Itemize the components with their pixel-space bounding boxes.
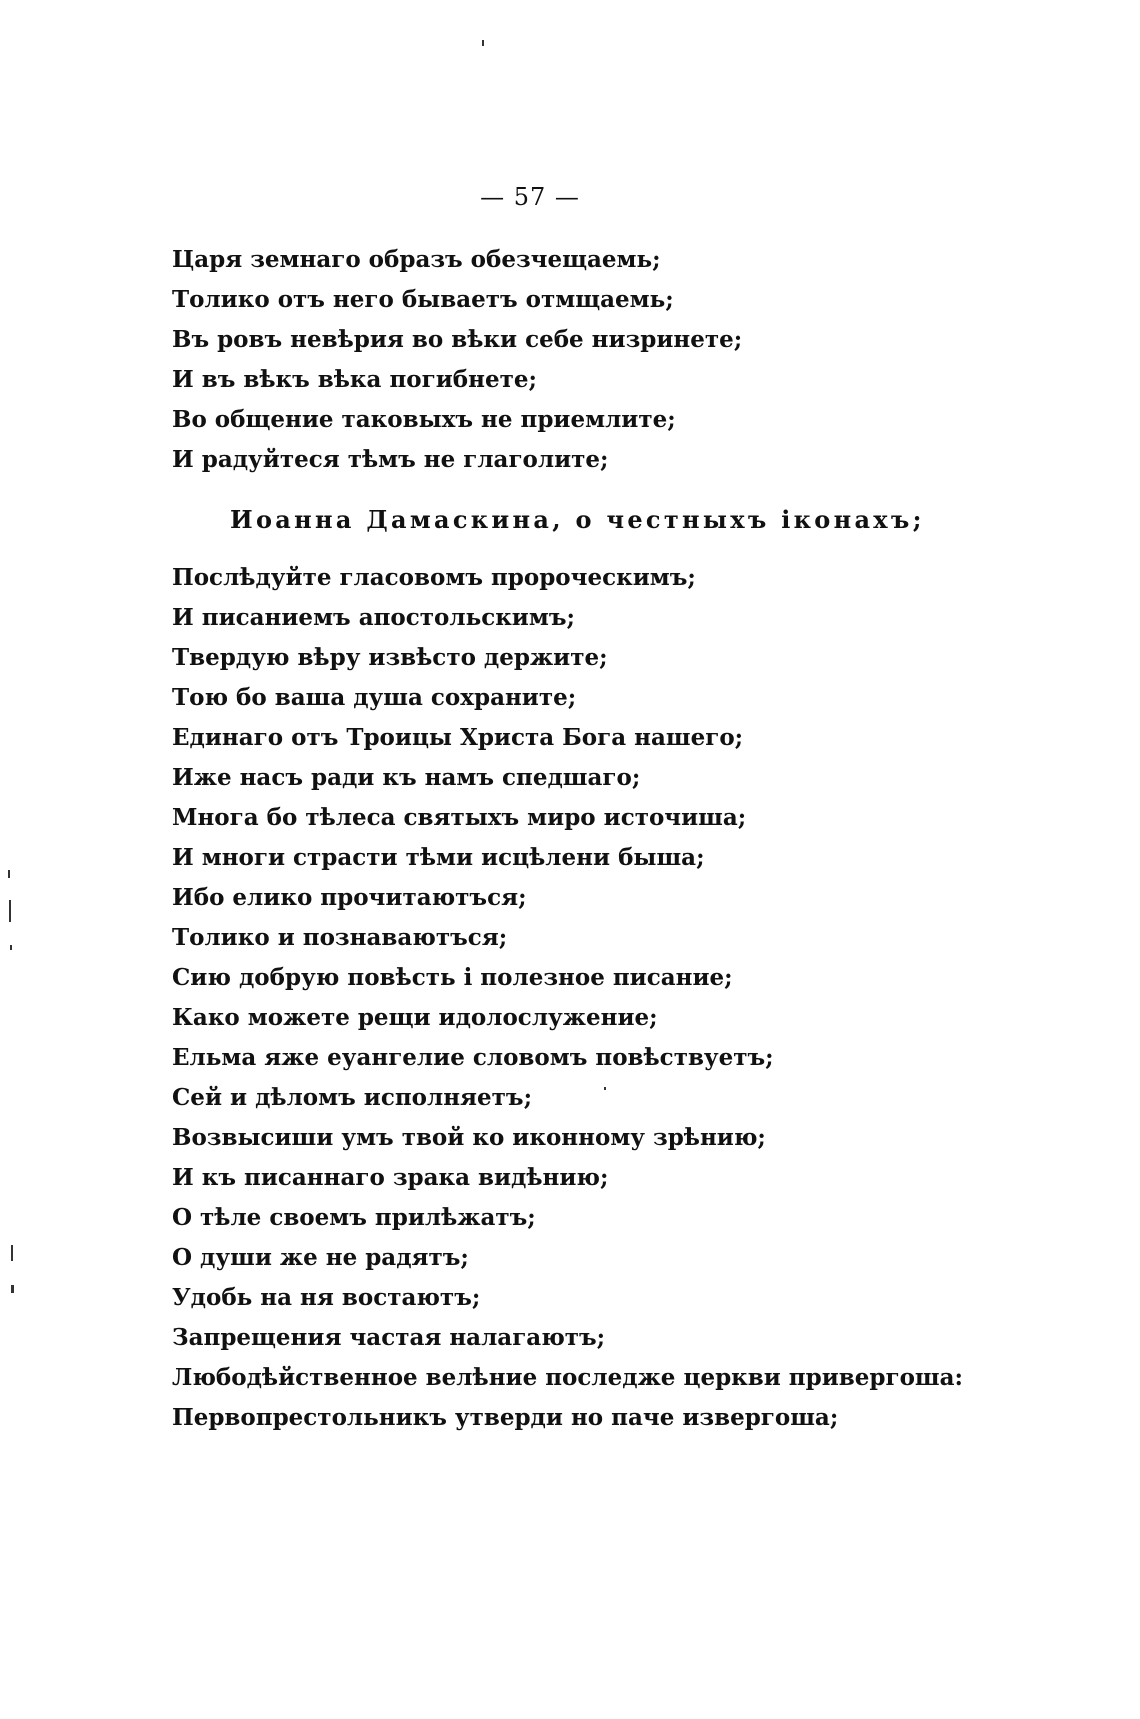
verse-line: Во общение таковыхъ не приемлите; — [172, 406, 676, 433]
verse-line: Любодѣйственное велѣние последже церкви привергоша: — [172, 1364, 964, 1391]
verse-block-2 — [172, 558, 992, 1438]
verse-line: Сию добрую повѣсть i полезное писание; — [172, 964, 733, 991]
verse-line: Возвысиши умъ твой ко иконному зрѣнию; — [172, 1124, 766, 1151]
scan-speck — [482, 40, 484, 46]
verse-line: Иже насъ ради къ намъ спедшаго; — [172, 764, 641, 791]
verse-line: Царя земнаго образъ обезчещаемь; — [172, 246, 661, 273]
scan-speck — [9, 900, 11, 922]
section-heading: Иоанна Дамаскина, о честныхъ iконахъ; — [230, 505, 925, 534]
scan-speck — [11, 1245, 13, 1261]
verse-line: И радуйтеся тѣмъ не глаголите; — [172, 446, 609, 473]
verse-line: Удобь на ня востаютъ; — [172, 1284, 481, 1311]
scan-speck — [604, 1087, 606, 1090]
page-number: — 57 — — [480, 183, 580, 211]
verse-line: Како можете рещи идолослужение; — [172, 1004, 658, 1031]
verse-block-1 — [172, 240, 992, 480]
scan-speck — [8, 870, 10, 878]
verse-line: И многи страсти тѣми исцѣлени быша; — [172, 844, 705, 871]
verse-line: Первопрестольникъ утверди но паче извергоша; — [172, 1404, 839, 1431]
verse-line: Толико и познаваютъся; — [172, 924, 508, 951]
verse-line: Ельма яже еуангелие словомъ повѣствуетъ; — [172, 1044, 774, 1071]
verse-line: И въ вѣкъ вѣка погибнете; — [172, 366, 537, 393]
verse-line: Толико отъ него бываетъ отмщаемь; — [172, 286, 674, 313]
scan-speck — [10, 945, 12, 950]
verse-line: И къ писаннаго зрака видѣнию; — [172, 1164, 609, 1191]
verse-line: Запрещения частая налагаютъ; — [172, 1324, 606, 1351]
verse-line: Сей и дѣломъ исполняетъ; — [172, 1084, 533, 1111]
verse-line: О тѣле своемъ прилѣжатъ; — [172, 1204, 536, 1231]
verse-line: Твердую вѣру извѣсто держите; — [172, 644, 608, 671]
verse-line: Тою бо ваша душа сохраните; — [172, 684, 577, 711]
verse-line: Единаго отъ Троицы Христа Бога нашего; — [172, 724, 744, 751]
verse-line: Послѣдуйте гласовомъ пророческимъ; — [172, 564, 696, 591]
scan-speck — [11, 1285, 14, 1293]
verse-line: И писаниемъ апостольскимъ; — [172, 604, 575, 631]
verse-line: О души же не радятъ; — [172, 1244, 469, 1271]
verse-line: Многа бо тѣлеса святыхъ миро источиша; — [172, 804, 747, 831]
verse-line: Ибо елико прочитаютъся; — [172, 884, 527, 911]
verse-line: Въ ровъ невѣрия во вѣки себе низринете; — [172, 326, 743, 353]
